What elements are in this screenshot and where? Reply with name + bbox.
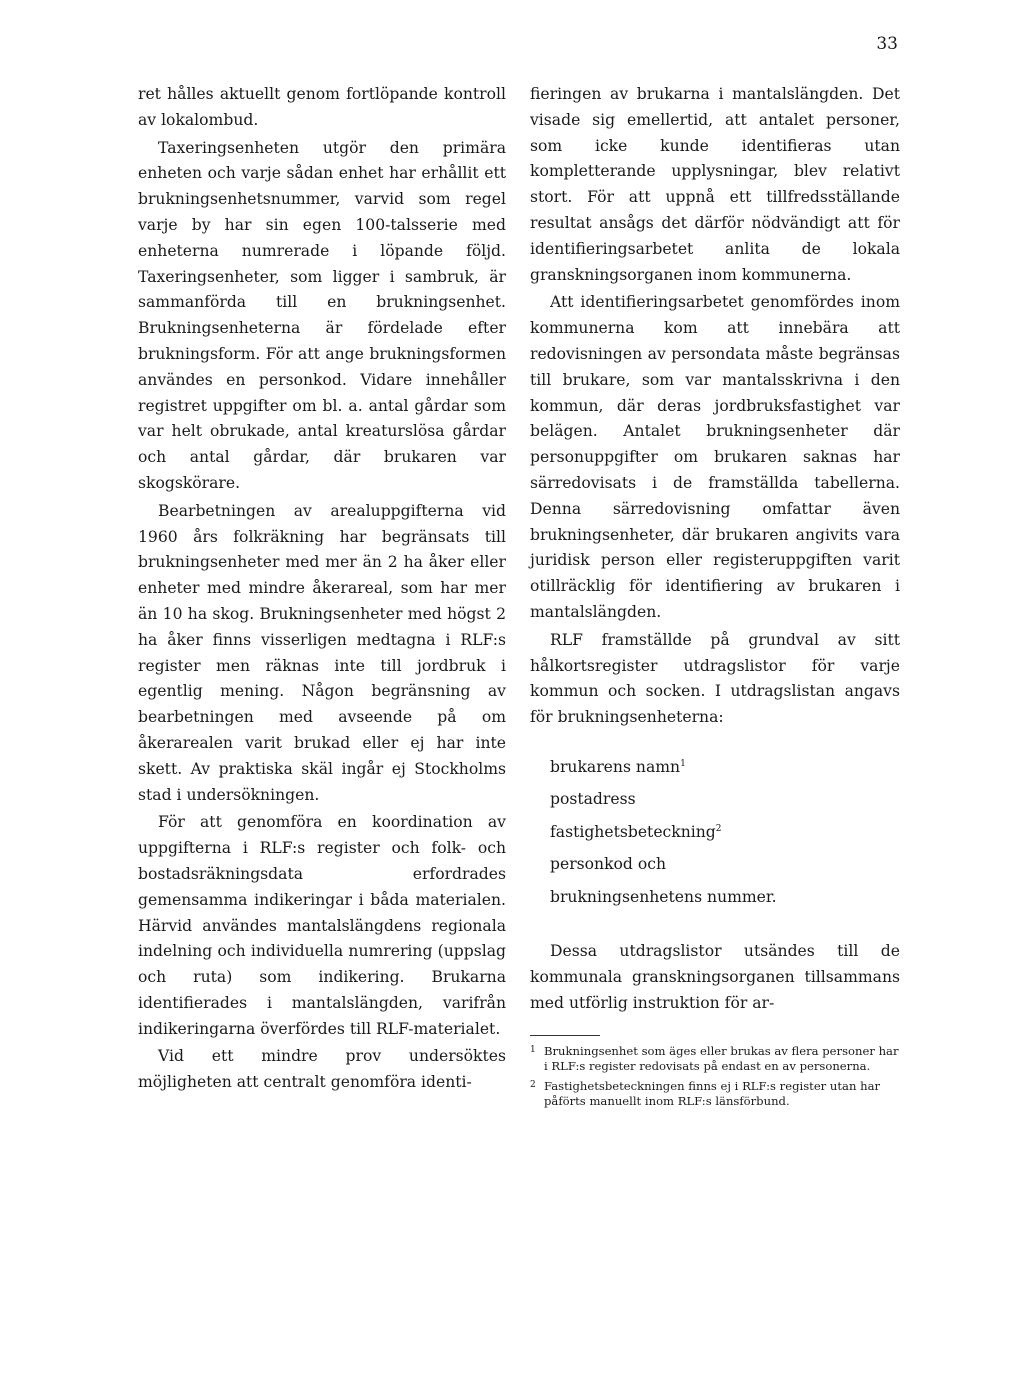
list-item: brukarens namn$^1$: [550, 757, 686, 776]
footnote-text: Fastighetsbeteckningen finns ej i RLF:s register utan har påförts manuellt inom RLF:s länsförbund.: [544, 1078, 881, 1109]
footnote-mark: 2: [530, 1079, 536, 1090]
list-item: fastighetsbeteckning$^2$: [550, 822, 722, 841]
paragraph: Att identifieringsarbetet genomfördes inom kommunerna kom att innebära att redovisningen av persondata måste begränsas till brukare, som var mantalsskrivna i den kommun, där deras jordbruksfastighet var belägen. Antalet brukningsenheter där personuppgifter om brukaren saknas har särredovisats i de framställda tabellerna. Denna särredovisning omfattar även brukningsenheter, där brukaren angivits vara juridisk person eller registeruppgiften varit otillräcklig för identifiering av brukaren i mantalslängden.: [530, 293, 900, 621]
list-item: brukningsenhetens nummer.: [550, 887, 777, 906]
list-item: postadress: [550, 790, 636, 809]
footnote-divider: [530, 1035, 600, 1036]
paragraph: RLF framställde på grundval av sitt hålkortsregister utdragslistor för varje kommun och socken. I utdragslistan angavs för brukningsenheterna:: [530, 630, 900, 727]
paragraph: Bearbetningen av arealuppgifterna vid 1960 års folkräkning har begränsats till brukningsenheter med mer än 2 ha åker eller enheter med mindre åkerareal, som har mer än 10 ha skog. Brukningsenheter med högst 2 ha åker finns visserligen medtagna i RLF:s register men räknas inte till jordbruk i egentlig mening. Någon begränsning av bearbetningen med avseende på om åkerarealen varit brukad eller ej har inte skett. Av praktiska skäl ingår ej Stockholms stad i undersökningen.: [138, 501, 506, 804]
paragraph: Taxeringsenheten utgör den primära enheten och varje sådan enhet har erhållit ett brukningsenhetsnummer, varvid som regel varje by har sin egen 100-talsserie med enheterna numrerade i löpande följd. Taxeringsenheter, som ligger i sambruk, är sammanförda till en brukningsenhet. Brukningsenheterna är fördelade efter brukningsform. För att ange brukningsformen användes en personkod. Vidare innehåller registret uppgifter om bl. a. antal gårdar som var helt obrukade, antal kreaturslösa gårdar och antal gårdar, där brukaren var skogskörare.: [138, 138, 506, 492]
footnote-text: Brukningsenhet som äges eller brukas av flera personer har i RLF:s register redovisats på endast en av personerna.: [544, 1043, 899, 1074]
paragraph: För att genomföra en koordination av uppgifterna i RLF:s register och folk- och bostadsräkningsdata erfordrades gemensamma indikeringar i båda materialen. Härvid användes mantalslängdens regionala indelning och individuella numrering (uppslag och ruta) som indikering. Brukarna identifierades i mantalslängden, varifrån indikeringarna överfördes till RLF-materialet.: [138, 813, 506, 1038]
paragraph: Dessa utdragslistor utsändes till de kommunala granskningsorganen tillsammans med utförlig instruktion för ar-: [530, 942, 900, 1013]
left-column: [138, 82, 506, 1098]
page-number: 33: [876, 34, 898, 54]
footnote-ref: 2: [715, 823, 722, 834]
field-list: [550, 751, 900, 914]
paragraph: fieringen av brukarna i mantalslängden. Det visade sig emellertid, att antalet personer, som icke kunde identifieras utan kompletterande upplysningar, blev relativt stort. För att uppnå ett tillfredsställande resultat ansågs det därför nödvändigt att för identifieringsarbetet anlita de lokala granskningsorganen inom kommunerna.: [530, 85, 900, 284]
footnote: [530, 1079, 900, 1110]
right-column: [530, 82, 900, 1114]
footnote: [530, 1044, 900, 1075]
footnote-ref: 1: [680, 758, 686, 769]
list-item: personkod och: [550, 855, 667, 874]
footnote-mark: 1: [530, 1044, 536, 1055]
paragraph: Vid ett mindre prov undersöktes möjligheten att centralt genomföra identi-: [138, 1047, 506, 1092]
paragraph: ret hålles aktuellt genom fortlöpande kontroll av lokalombud.: [138, 85, 506, 129]
